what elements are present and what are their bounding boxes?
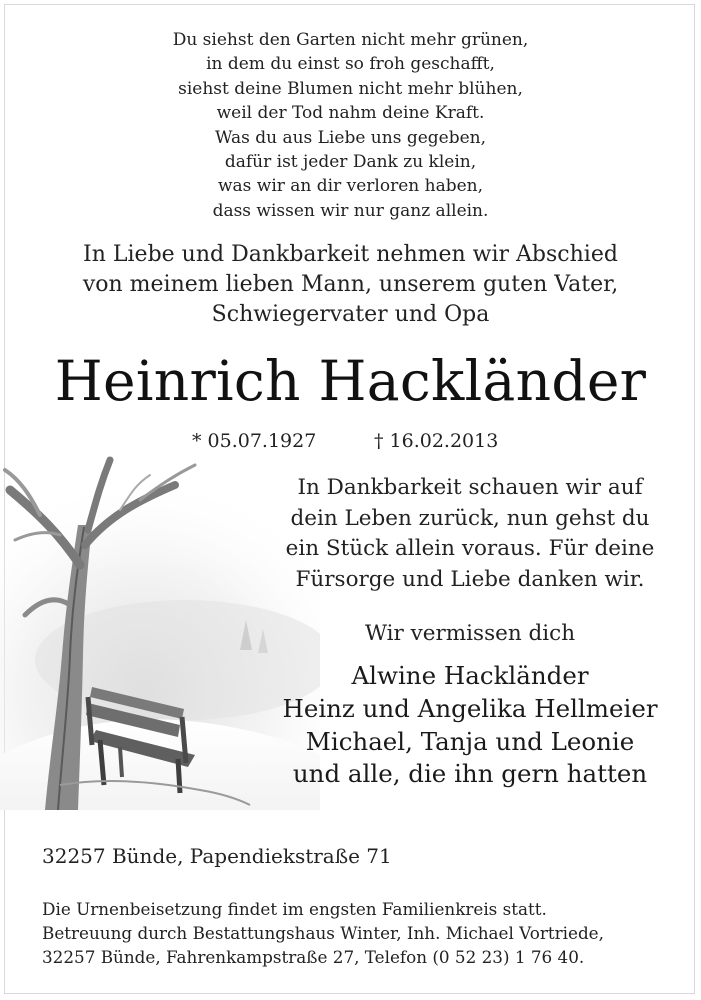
family-member: Michael, Tanja und Leonie xyxy=(305,726,635,756)
funeral-info xyxy=(42,897,604,969)
poem-line: was wir an dir verloren haben, xyxy=(217,176,484,197)
intro-line: von meinem lieben Mann, unserem guten Vater, xyxy=(82,272,619,297)
deceased-name: Heinrich Hackländer xyxy=(54,349,647,413)
poem xyxy=(0,28,701,223)
intro-line: In Liebe und Dankbarkeit nehmen wir Abschied xyxy=(83,242,618,267)
birth-date: * 05.07.1927 xyxy=(192,430,317,452)
farewell-intro xyxy=(0,240,701,330)
poem-line: Was du aus Liebe uns gegeben, xyxy=(214,127,487,148)
poem-line: in dem du einst so froh geschafft, xyxy=(206,54,495,75)
thanks-text xyxy=(245,473,695,595)
footer-line: 32257 Bünde, Fahrenkampstraße 27, Telefon (0 52 23) 1 76 40. xyxy=(42,947,585,967)
miss-line: Wir vermissen dich xyxy=(364,621,576,646)
poem-line: siehst deine Blumen nicht mehr blühen, xyxy=(178,78,523,99)
thanks-line: Fürsorge und Liebe danken wir. xyxy=(295,566,645,592)
poem-line: weil der Tod nahm deine Kraft. xyxy=(216,103,485,124)
intro-line: Schwiegervater und Opa xyxy=(211,302,490,327)
poem-line: dass wissen wir nur ganz allein. xyxy=(212,200,489,221)
thanks-line: ein Stück allein voraus. Für deine xyxy=(285,536,655,561)
family-member: Heinz und Angelika Hellmeier xyxy=(282,693,658,723)
family-member: und alle, die ihn gern hatten xyxy=(292,759,648,789)
thanks-line: dein Leben zurück, nun gehst du xyxy=(290,505,650,531)
poem-line: Du siehst den Garten nicht mehr grünen, xyxy=(172,30,529,50)
death-date: † 16.02.2013 xyxy=(374,430,499,452)
family-list xyxy=(245,660,695,791)
mourning-address: 32257 Bünde, Papendiekstraße 71 xyxy=(42,844,392,868)
poem-line: dafür ist jeder Dank zu klein, xyxy=(224,152,477,173)
footer-line: Die Urnenbeisetzung findet im engsten Familienkreis statt. xyxy=(42,899,547,919)
family-member: Alwine Hackländer xyxy=(351,661,589,690)
thanks-line: In Dankbarkeit schauen wir auf xyxy=(297,475,643,500)
footer-line: Betreuung durch Bestattungshaus Winter, Inh. Michael Vortriede, xyxy=(42,923,604,943)
